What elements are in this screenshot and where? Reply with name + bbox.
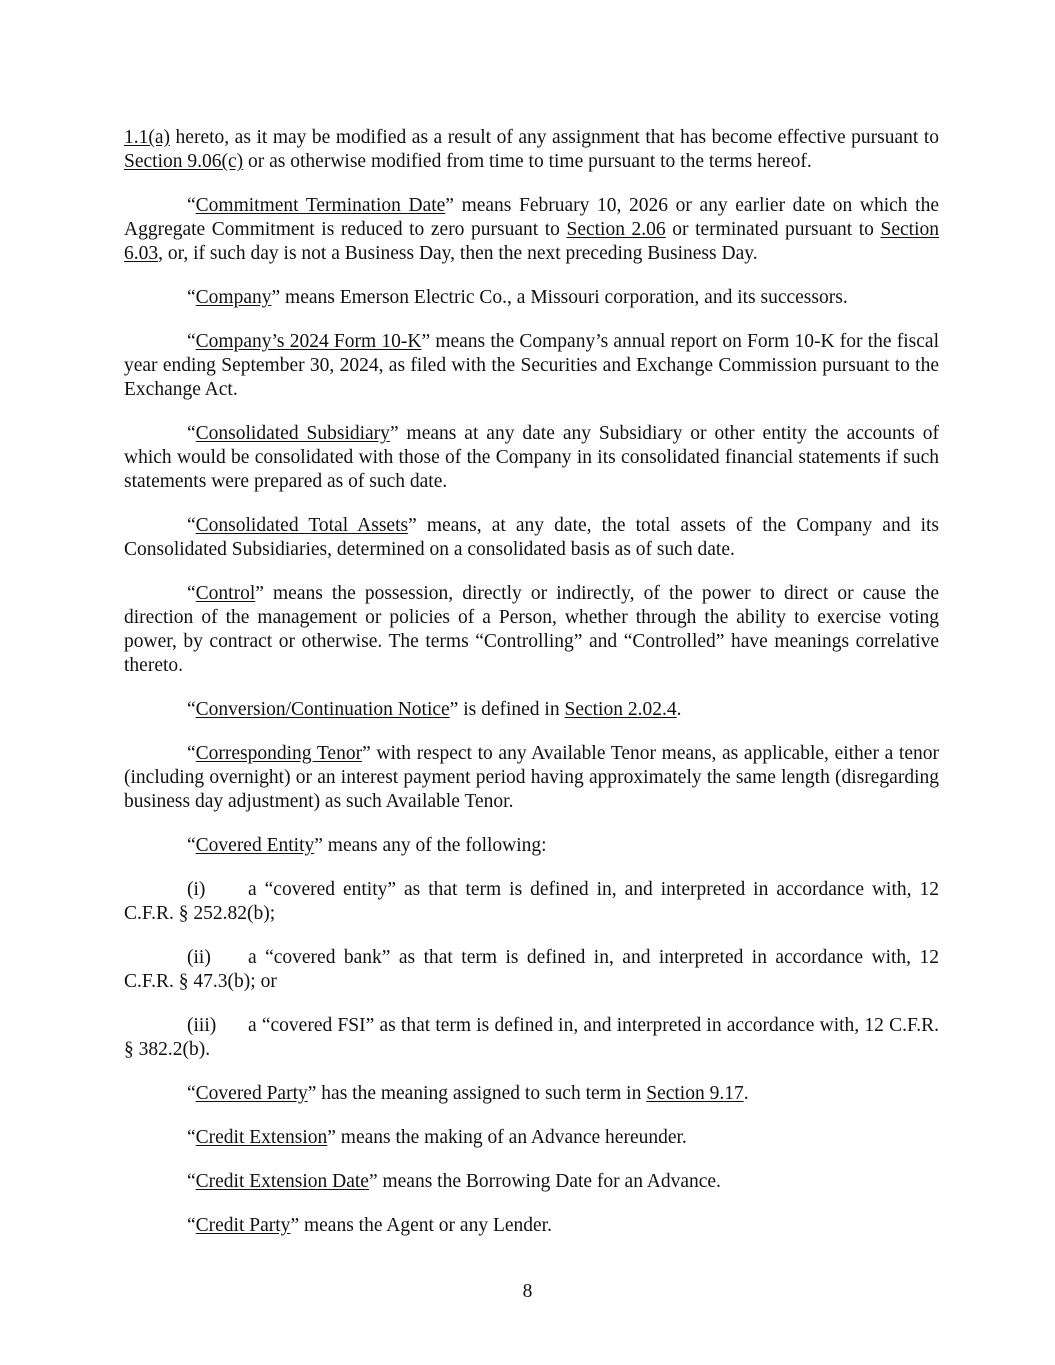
definition-commitment-termination-date: “Commitment Termination Date” means February 10, 2026 or any earlier date on which the Aggregate Commitment is reduced to zero pursuant to Section 2.06 or terminated pursuant to Section 6.03, or, if such day is not a Business Day, then the next preceding Business Day. (124, 195, 940, 264)
definition-text: means the Borrowing Date for an Advance. (377, 1171, 721, 1192)
definition-company: “Company” means Emerson Electric Co., a Missouri corporation, and its successors. (187, 287, 848, 308)
section-reference: Section 6.03 (124, 219, 940, 264)
defined-term: Corresponding Tenor (195, 743, 363, 764)
defined-term: Conversion/Continuation Notice (195, 699, 450, 720)
defined-term: Consolidated Subsidiary (195, 423, 390, 444)
defined-term: Company’s 2024 Form 10-K (195, 331, 422, 352)
list-item-text: a “covered bank” as that term is defined in, and interpreted in accordance with, 12 C.F.R. § 47.3(b); or (124, 947, 939, 992)
definition-credit-party: “Credit Party” means the Agent or any Lender. (187, 1215, 552, 1236)
definition-text: with respect to any Available Tenor means, as applicable, either a tenor (including overnight) or an interest payment period having approximately the same length (disregarding business day adjustment) as such Available Tenor. (124, 743, 939, 812)
list-item-number: (iii) (187, 1015, 217, 1036)
definition-conversion-notice: “Conversion/Continuation Notice” is defined in Section 2.02.4. (187, 699, 682, 720)
section-reference: Section 9.17 (646, 1083, 744, 1104)
defined-term: Covered Party (195, 1083, 308, 1104)
continuation-paragraph (124, 126, 939, 174)
definition-covered-entity: “Covered Entity” means any of the following: (187, 835, 547, 856)
list-item-number: (ii) (187, 947, 211, 968)
document-page (124, 126, 939, 1258)
definition-text: means the Agent or any Lender. (299, 1215, 552, 1236)
list-item (124, 878, 939, 926)
list-item-text: a “covered FSI” as that term is defined in, and interpreted in accordance with, 12 C.F.R. § 382.2(b). (124, 1015, 939, 1060)
definition-text: means, at any date, the total assets of the Company and its Consolidated Subsidiaries, determined on a consolidated basis as of such date. (124, 515, 939, 560)
section-reference: 1.1(a) (124, 127, 171, 148)
defined-term: Commitment Termination Date (195, 195, 446, 216)
definition-text: means the making of an Advance hereunder. (335, 1127, 687, 1148)
section-reference: Section 9.06(c) (124, 151, 244, 172)
defined-term: Credit Party (195, 1215, 291, 1236)
definition-credit-extension-date: “Credit Extension Date” means the Borrowing Date for an Advance. (187, 1171, 721, 1192)
defined-term: Company (195, 287, 272, 308)
definition-text: is defined in (458, 699, 565, 720)
list-item (124, 1014, 939, 1062)
defined-term: Covered Entity (195, 835, 315, 856)
definition-consolidated-total-assets: “Consolidated Total Assets” means, at any date, the total assets of the Company and its Consolidated Subsidiaries, determined on a consolidated basis as of such date. (124, 515, 939, 560)
definition-text: means at any date any Subsidiary or other entity the accounts of which would be consolidated with those of the Company in its consolidated financial statements if such statements were prepared as of such date. (124, 423, 940, 492)
definition-control: “Control” means the possession, directly or indirectly, of the power to direct or cause the direction of the management or policies of a Person, whether through the ability to exercise voting power, by contract or otherwise. The terms “Controlling” and “Controlled” have meanings correlative thereto. (124, 583, 939, 676)
definition-text: means the possession, directly or indirectly, of the power to direct or cause the direction of the management or policies of a Person, whether through the ability to exercise voting power, by contract or otherwise. The terms “Controlling” and “Controlled” have meanings correlative thereto. (124, 583, 939, 676)
section-reference: Section 2.06 (566, 219, 666, 240)
defined-term: Credit Extension Date (195, 1171, 369, 1192)
definition-text: means the Company’s annual report on Form 10-K for the fiscal year ending September 30, 2024, as filed with the Securities and Exchange Commission pursuant to the Exchange Act. (124, 331, 940, 400)
definition-text: has the meaning assigned to such term in (316, 1083, 647, 1104)
list-item (124, 946, 939, 994)
defined-term: Credit Extension (195, 1127, 328, 1148)
definition-text: means any of the following: (322, 835, 547, 856)
definition-corresponding-tenor: “Corresponding Tenor” with respect to any Available Tenor means, as applicable, either a tenor (including overnight) or an interest payment period having approximately the same length (disregarding business day adjustment) as such Available Tenor. (124, 743, 939, 812)
definition-credit-extension: “Credit Extension” means the making of an Advance hereunder. (187, 1127, 687, 1148)
definition-text: , or, if such day is not a Business Day, then the next preceding Business Day. (158, 243, 758, 264)
section-reference: Section 2.02.4 (564, 699, 677, 720)
defined-term: Control (195, 583, 256, 604)
definition-text: . (676, 699, 682, 720)
definition-text: or terminated pursuant to (665, 219, 881, 240)
definition-form-10k: “Company’s 2024 Form 10-K” means the Company’s annual report on Form 10-K for the fiscal year ending September 30, 2024, as filed with the Securities and Exchange Commission pursuant to the Exchange Act. (124, 331, 940, 400)
defined-term: Consolidated Total Assets (195, 515, 409, 536)
page-number: 8 (522, 1281, 533, 1302)
definition-covered-party: “Covered Party” has the meaning assigned to such term in Section 9.17. (187, 1083, 749, 1104)
definition-consolidated-subsidiary: “Consolidated Subsidiary” means at any date any Subsidiary or other entity the accounts of which would be consolidated with those of the Company in its consolidated financial statements if such statements were prepared as of such date. (124, 423, 940, 492)
definition-text: means Emerson Electric Co., a Missouri corporation, and its successors. (280, 287, 848, 308)
paragraph-text: hereto, as it may be modified as a result of any assignment that has become effective pursuant to (170, 127, 939, 148)
list-item-number: (i) (187, 879, 206, 900)
list-item-text: a “covered entity” as that term is defined in, and interpreted in accordance with, 12 C.F.R. § 252.82(b); (124, 879, 939, 924)
definition-text: . (743, 1083, 749, 1104)
definition-text: means February 10, 2026 or any earlier date on which the Aggregate Commitment is reduced to zero pursuant to (124, 195, 939, 240)
paragraph-text: or as otherwise modified from time to time pursuant to the terms hereof. (243, 151, 812, 172)
